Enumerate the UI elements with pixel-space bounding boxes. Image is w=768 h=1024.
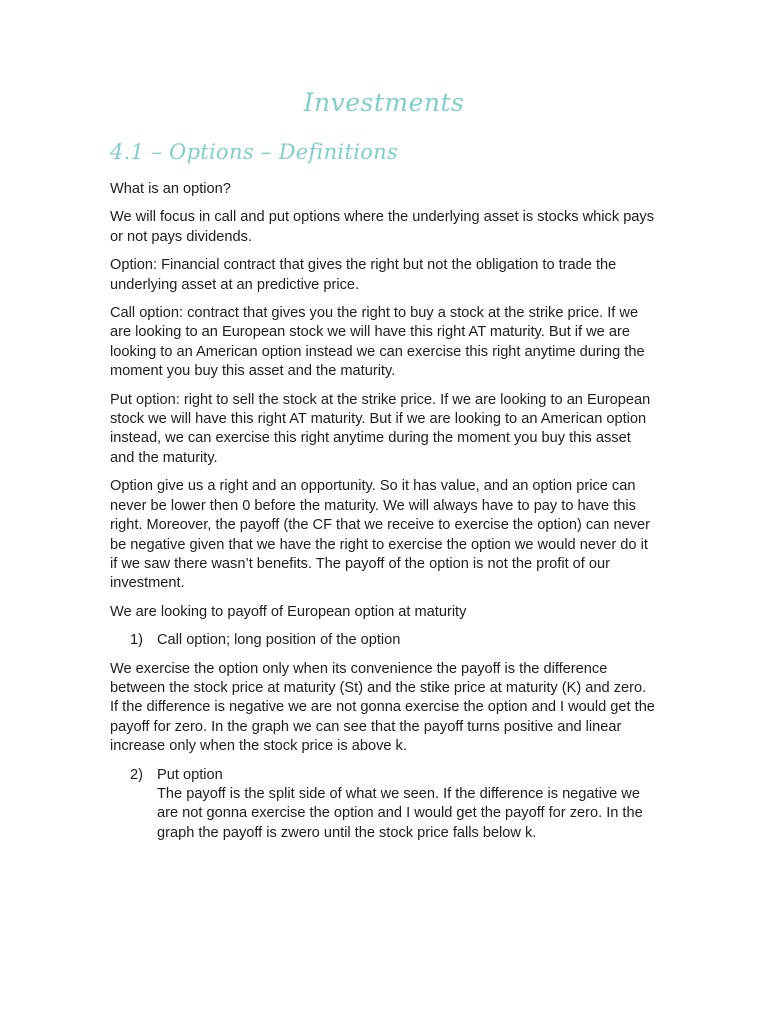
list-item-call-option — [130, 631, 655, 650]
list-item-content — [157, 766, 655, 844]
paragraph: Call option: contract that gives you the right to buy a stock at the strike price. If we are looking to an European stock we will have this right AT maturity. But if we are looking to an American option instead we can exercise this right anytime during the moment you buy this asset and the maturity. — [110, 305, 645, 380]
document-title: Investments — [303, 88, 465, 117]
list-item-text: Call option; long position of the option — [157, 632, 401, 649]
paragraph: What is an option? — [110, 181, 231, 197]
list-item-text: The payoff is the split side of what we seen. If the difference is negative we are not gonna exercise the option and I would get the payoff for zero. In the graph the payoff is zwero until the stock price falls below k. — [157, 785, 643, 841]
paragraph: We will focus in call and put options where the underlying asset is stocks whick pays or not pays dividends. — [110, 209, 655, 245]
paragraph: Option give us a right and an opportunity. So it has value, and an option price can never be lower then 0 before the maturity. We will always have to pay to have this right. Moreover, the payoff (the CF that we receive to exercise the option) can never be negative given that we have the right to exercise the option we would never do it if we saw there wasn’t benefits. The payoff of the option is not the profit of our investment. — [110, 478, 650, 592]
list-number: 1) — [130, 632, 143, 649]
paragraph: Put option: right to sell the stock at the strike price. If we are looking to an European stock we will have this right AT maturity. But if we are looking to an American option instead, we can exercise this right anytime during the moment you buy this asset and the maturity. — [110, 391, 651, 466]
list-number: 2) — [130, 766, 143, 783]
paragraph: We exercise the option only when its convenience the payoff is the difference between the stock price at maturity (St) and the stike price at maturity (K) and zero. If the difference is negative we are not gonna exercise the option and I would get the payoff for zero. In the graph we can see that the payoff turns positive and linear increase only when the stock price is above k. — [110, 660, 655, 755]
list-item-put-option — [130, 766, 655, 844]
document-body — [110, 180, 655, 852]
paragraph: Option: Financial contract that gives the right but not the obligation to trade the underlying asset at an predictive price. — [110, 257, 617, 293]
paragraph: We are looking to payoff of European option at maturity — [110, 603, 467, 620]
section-heading: 4.1 – Options – Definitions — [110, 140, 399, 164]
list-item-title: Put option — [157, 766, 223, 783]
